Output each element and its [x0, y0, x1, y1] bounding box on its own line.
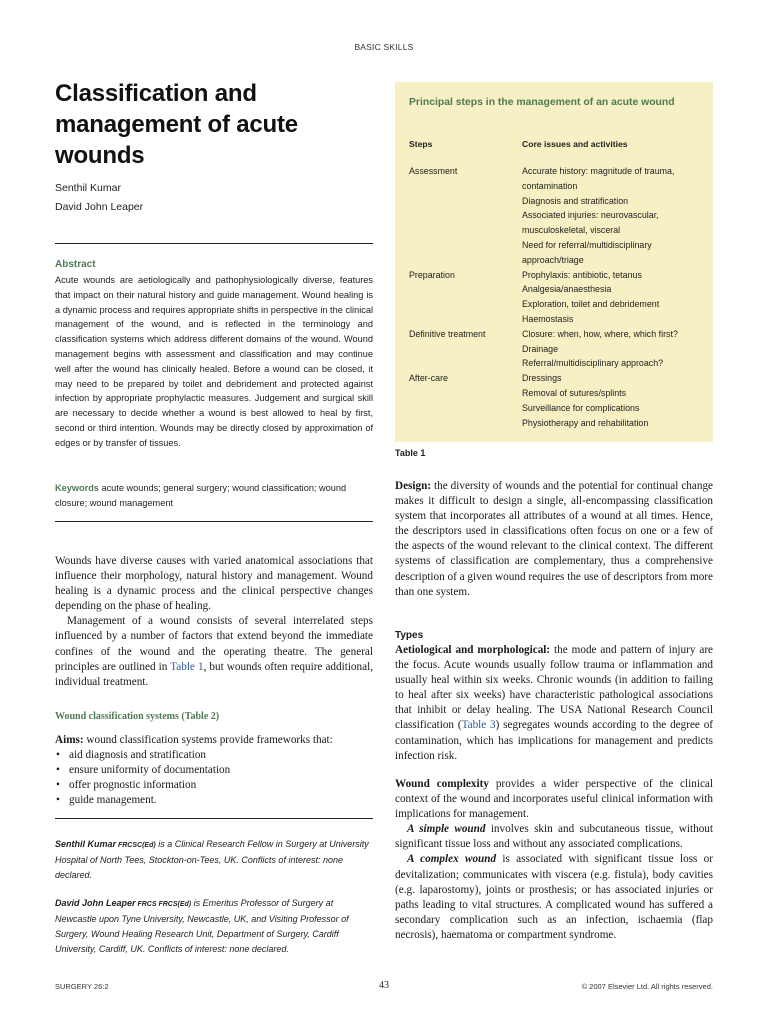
table-row — [409, 164, 703, 268]
issue-line: Analgesia/anaesthesia — [522, 284, 612, 295]
journal-citation: SURGERY 26:2 — [55, 982, 109, 991]
issues-cell — [522, 327, 703, 371]
issue-line: Prophylaxis: antibiotic, tetanus — [522, 269, 642, 280]
divider — [55, 521, 373, 522]
bio-quals: FRCS FRCS(Ed) — [135, 901, 192, 908]
paragraph — [395, 643, 713, 764]
bio-text: is Emeritus Professor of Surgery at Newcastle upon Tyne University, Newcastle, UK, and Visiting Professor of Surgery, Wound Healing Research Unit, Department of Surgery, Cardiff University, Cardiff, UK. Conflicts of interest: none declared. — [55, 898, 349, 954]
intro-section — [55, 554, 373, 690]
types-text: the mode and pattern of injury are the focus. Acute wounds usually follow trauma or inflammation and usually heal within six weeks. Chronic wounds (in addition to failing to heal after six weeks) have characteristic pathological associations that inhibit or delay healing. The USA National Research Council classification ( — [395, 644, 714, 732]
running-head: BASIC SKILLS — [354, 42, 414, 52]
section-heading: Wound classification systems (Table 2) — [55, 711, 220, 722]
list-item: • aid diagnosis and stratification — [55, 748, 373, 763]
paragraph — [395, 479, 713, 600]
page-number: 43 — [379, 980, 389, 991]
section-heading: Types — [395, 630, 424, 641]
abstract-text: Acute wounds are aetiologically and pathophysiologically diverse, features that impact on their natural history and guide management. Wound healing is a dynamic process and requires appropriate shifts in perspective in the clinical management of the wound, and is reflected in the terminology and classification systems which address different domains of the wound. Wound management begins with assessment and classification and may continue well after the wound has clinically healed. Before a wound can be closed, it may need to be prepared by toilet and debridement and protected against infection by appropriate prophylactic measures. Judgement and surgical skill are necessary to decide whether a wound is best allowed to heal by first, second or third intention. Wounds may be directly closed by approximation of edges or by transfer of tissues. — [55, 275, 373, 448]
table-1-link[interactable]: Table 1 — [170, 660, 204, 673]
author-name: Senthil Kumar — [55, 182, 121, 194]
list-item: • offer prognostic information — [55, 778, 373, 793]
paragraph-text: Management of a wound consists of several interrelated steps influenced by a number of factors that extend beyond the immediate confines of the wound and the operating theatre. The general principles are outlined in — [55, 615, 373, 673]
issue-line: Drainage — [522, 343, 559, 354]
step-cell: After-care — [409, 373, 448, 384]
aims-section — [55, 733, 373, 808]
complexity-text: provides a wider perspective of the clinical context of the wound and incorporates useful clinical information with implications for management. — [395, 778, 713, 821]
step-cell: Definitive treatment — [409, 328, 486, 339]
paragraph — [395, 777, 713, 822]
issue-line: Referral/multidisciplinary approach? — [522, 358, 664, 369]
table-body — [409, 164, 703, 430]
simple-wound-text: involves skin and subcutaneous tissue, without significant tissue loss and without any associated complications. — [395, 823, 713, 851]
divider — [55, 818, 373, 819]
abstract-heading: Abstract — [55, 259, 96, 270]
author-bio — [55, 896, 373, 957]
table-title: Principal steps in the management of an acute wound — [409, 97, 675, 108]
issue-line: Dressings — [522, 373, 562, 384]
paragraph — [395, 852, 713, 943]
keywords-text: acute wounds; general surgery; wound classification; wound closure; wound management — [55, 483, 347, 508]
table-row — [409, 268, 703, 327]
issue-line: Closure: when, how, where, which first? — [522, 328, 678, 339]
divider — [55, 243, 373, 244]
column-header-steps: Steps — [409, 139, 433, 149]
types-label: Aetiological and morphological: — [395, 644, 551, 656]
paragraph-text: , but wounds often require additional, individual treatment. — [55, 660, 373, 688]
list-item: • guide management. — [55, 793, 373, 808]
aims-label: Aims: — [55, 734, 84, 746]
complex-wound-label: A complex wound — [407, 853, 497, 866]
aims-list — [55, 748, 373, 808]
issues-cell — [522, 164, 703, 268]
issue-line: Physiotherapy and rehabilitation — [522, 417, 649, 428]
paragraph — [395, 822, 713, 852]
aims-text: wound classification systems provide frameworks that: — [83, 734, 333, 746]
issue-line: Removal of sutures/splints — [522, 387, 627, 398]
title-line: wounds — [55, 142, 145, 169]
issue-line: Accurate history: magnitude of trauma, contamination — [522, 166, 675, 191]
step-cell: Preparation — [409, 269, 455, 280]
article-title — [55, 78, 373, 171]
bio-quals: FRCSC(Ed) — [116, 842, 156, 849]
table-3-link[interactable]: Table 3 — [461, 719, 496, 732]
issues-cell — [522, 268, 703, 327]
column-header-issues: Core issues and activities — [522, 139, 628, 149]
issue-line: Associated injuries: neurovascular, musculoskeletal, visceral — [522, 210, 659, 236]
complex-wound-text: is associated with significant tissue loss or devitalization; communicates with viscera (e.g. fistula), body cavities (e.g. laparostomy), joints or prosthesis; or has associated injuries or paths leading to vital structures. A complicated wound has suffered a secondary complication such as an infection, ischaemia (flap necrosis), haematoma or compartment syndrome. — [395, 853, 713, 941]
keywords-label: Keywords — [55, 483, 99, 493]
bio-name: David John Leaper — [55, 898, 136, 908]
author-bio — [55, 837, 373, 883]
paragraph: Wounds have diverse causes with varied anatomical associations that influence their morphology, natural history and management. Wound healing is a dynamic process and the clinical perspective changes depending on the phase of healing. — [55, 555, 373, 613]
list-item: • ensure uniformity of documentation — [55, 763, 373, 778]
issues-cell — [522, 371, 703, 430]
issue-line: Haemostasis — [522, 313, 574, 324]
bio-name: Senthil Kumar — [55, 839, 117, 849]
table-1-box — [395, 82, 713, 442]
table-row — [409, 327, 703, 371]
paragraph — [55, 614, 373, 689]
design-label: Design: — [395, 480, 432, 492]
author-list — [55, 179, 373, 217]
issue-line: Diagnosis and stratification — [522, 195, 629, 206]
paragraph — [55, 733, 373, 748]
design-text: the diversity of wounds and the potential for continual change makes it difficult to design a single, all-encompassing classification system that incorporates all attributes of a wound at all times. Hence, the descriptors used in classifications often focus on one or a few of the aspects of the wound relevant to the clinical context. The different systems of classification are complementary, thus a comprehensive description of a given wound requires the use of descriptors from more than one system. — [395, 480, 713, 598]
keywords — [55, 481, 373, 511]
copyright: © 2007 Elsevier Ltd. All rights reserved. — [581, 982, 713, 991]
design-section — [395, 479, 713, 600]
table-label: Table 1 — [395, 448, 426, 458]
complexity-label: Wound complexity — [395, 778, 489, 790]
issue-line: Exploration, toilet and debridement — [522, 299, 660, 310]
types-text: ) segregates wounds according to the degree of contamination, which has implications for management and predicts infection risk. — [395, 719, 714, 762]
issue-line: Need for referral/multidisciplinary approach/triage — [522, 239, 652, 265]
step-cell: Assessment — [409, 166, 458, 176]
complexity-section — [395, 777, 713, 943]
title-line: Classification and — [55, 80, 257, 107]
title-line: management of acute — [55, 111, 298, 138]
simple-wound-label: A simple wound — [407, 823, 486, 836]
table-row — [409, 371, 703, 430]
author-name: David John Leaper — [55, 201, 144, 213]
types-section — [395, 628, 713, 764]
bio-text: is a Clinical Research Fellow in Surgery at University Hospital of North Tees, Stockton-on-Tees, UK. Conflicts of interest: none declared. — [55, 839, 369, 880]
issue-line: Surveillance for complications — [522, 402, 640, 413]
